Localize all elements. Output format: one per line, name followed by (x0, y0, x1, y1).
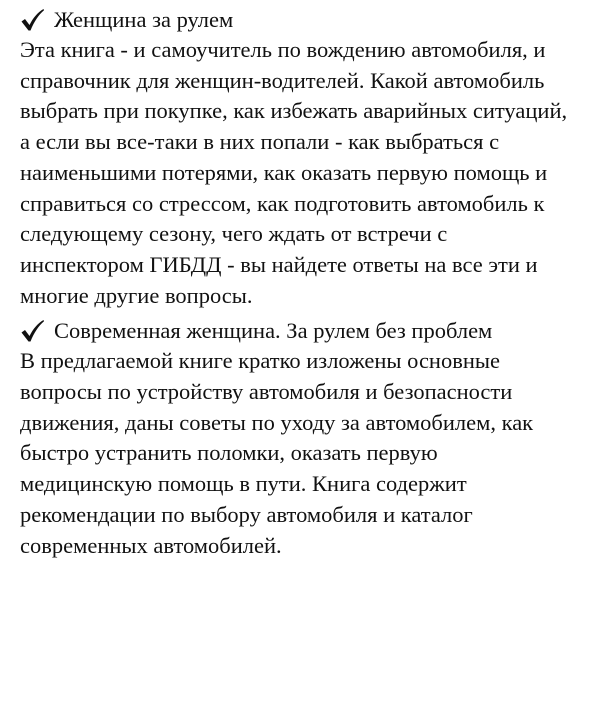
book-description: Эта книга - и самоучитель по вождению автомобиля, и справочник для женщин-водителей. Какой автомобиль выбрать при покупке, как избежать аварийных ситуаций, а если вы все-таки в них попали - как выбраться с наименьшими потерями, как оказать первую помощь и справиться со стрессом, как подготовить автомобиль к следующему сезону, чего ждать от встречи с инспектором ГИБДД - вы найдете ответы на все эти и многие другие вопросы. (20, 37, 568, 308)
book-entry-1 (20, 4, 575, 311)
checkmark-icon (20, 315, 54, 346)
book-title: Женщина за рулем (54, 7, 234, 32)
book-title: Современная женщина. За рулем без проблем (54, 318, 493, 344)
book-description: В предлагаемой книге кратко изложены основные вопросы по устройству автомобиля и безопасности движения, даны советы по уходу за автомобилем, как быстро устранить поломки, оказать первую медицинскую помощь в пути. Книга содержит рекомендации по выбору автомобиля и каталог современных автомобилей. (20, 348, 534, 558)
book-entry-2 (20, 315, 575, 561)
book-title-row (20, 315, 575, 346)
book-title-row (20, 4, 575, 35)
checkmark-icon (20, 4, 54, 35)
